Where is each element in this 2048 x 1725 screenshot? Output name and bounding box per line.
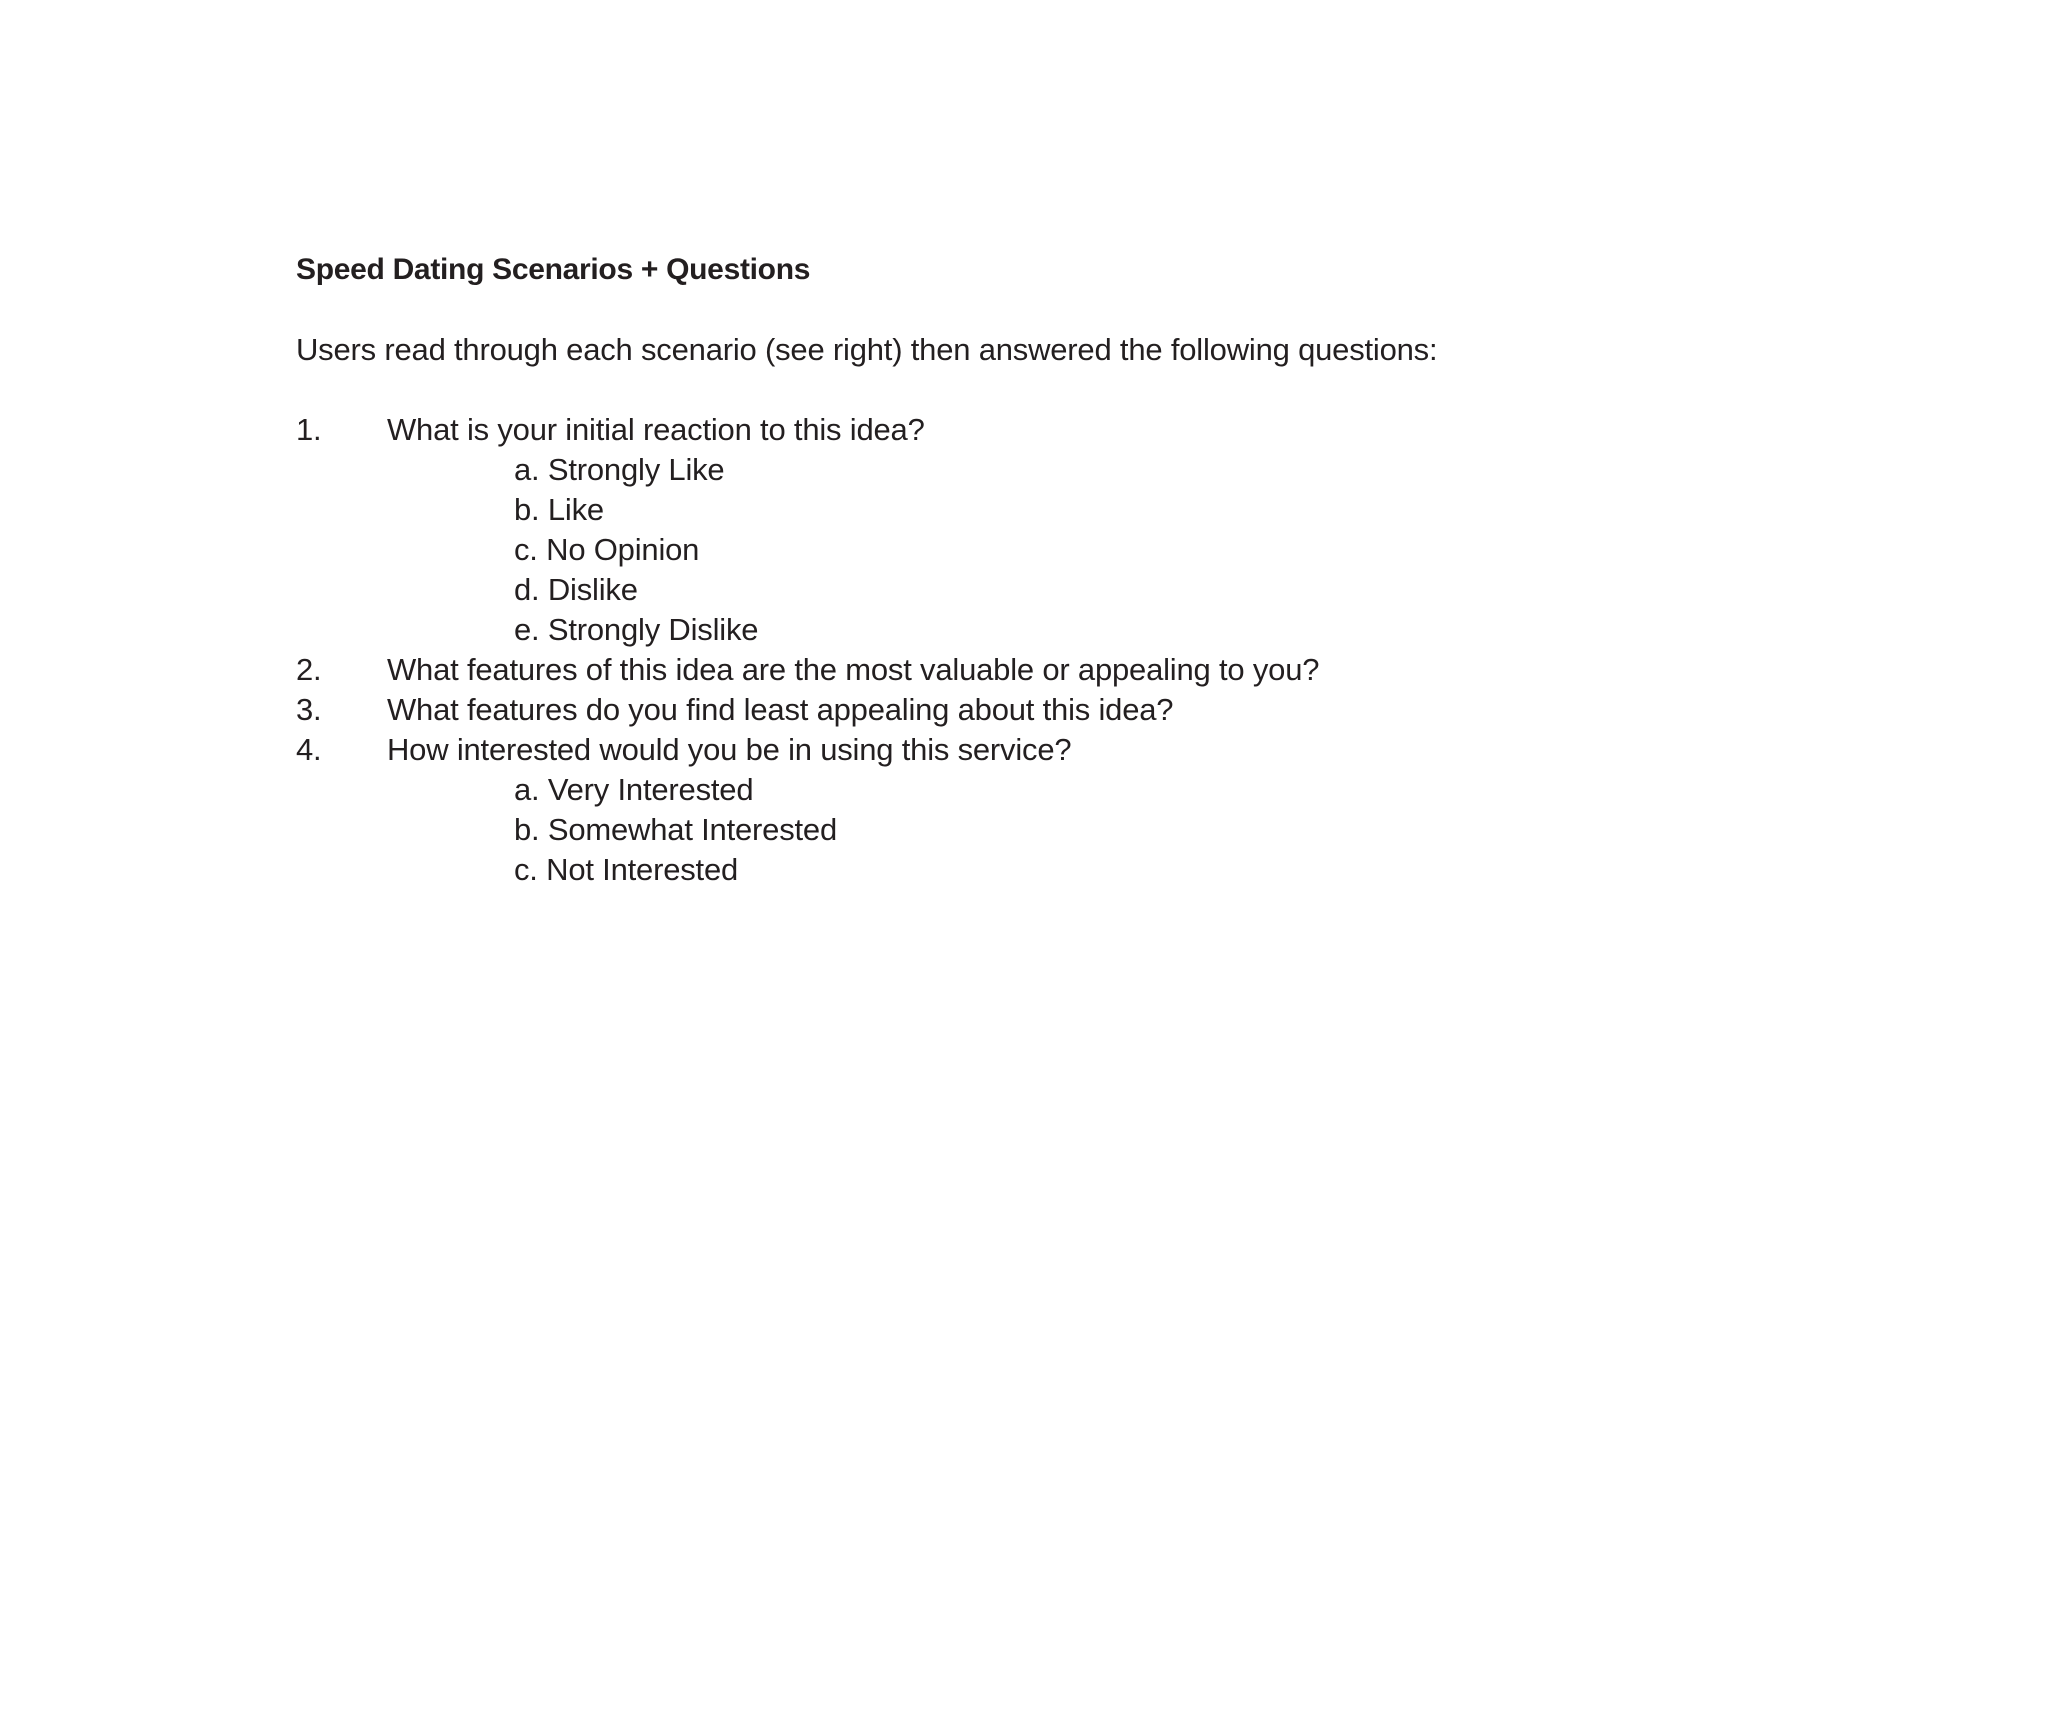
answer-option: e. Strongly Dislike xyxy=(514,612,759,647)
answer-option: a. Strongly Like xyxy=(514,452,725,487)
document-title: Speed Dating Scenarios + Questions xyxy=(296,253,811,286)
question-item xyxy=(296,730,1796,770)
answer-option: b. Somewhat Interested xyxy=(514,812,838,847)
question-text: What features do you find least appealing about this idea? xyxy=(387,692,1174,727)
question-item xyxy=(296,690,1796,730)
question-text: How interested would you be in using this service? xyxy=(387,732,1072,767)
answer-option: d. Dislike xyxy=(514,572,638,607)
question-item xyxy=(296,650,1796,690)
answer-option: c. No Opinion xyxy=(514,532,700,567)
question-number: 1. xyxy=(296,412,322,447)
intro-paragraph: Users read through each scenario (see right) then answered the following questions: xyxy=(296,332,1438,367)
document-body xyxy=(296,250,1796,890)
question-list xyxy=(296,410,1796,890)
question-text: What is your initial reaction to this idea? xyxy=(387,412,925,447)
answer-option: c. Not Interested xyxy=(514,852,739,887)
question-number: 2. xyxy=(296,652,322,687)
question-text: What features of this idea are the most valuable or appealing to you? xyxy=(387,652,1320,687)
question-number: 4. xyxy=(296,732,322,767)
question-number: 3. xyxy=(296,692,322,727)
answer-option: b. Like xyxy=(514,492,604,527)
question-item xyxy=(296,410,1796,450)
answer-option: a. Very Interested xyxy=(514,772,754,807)
